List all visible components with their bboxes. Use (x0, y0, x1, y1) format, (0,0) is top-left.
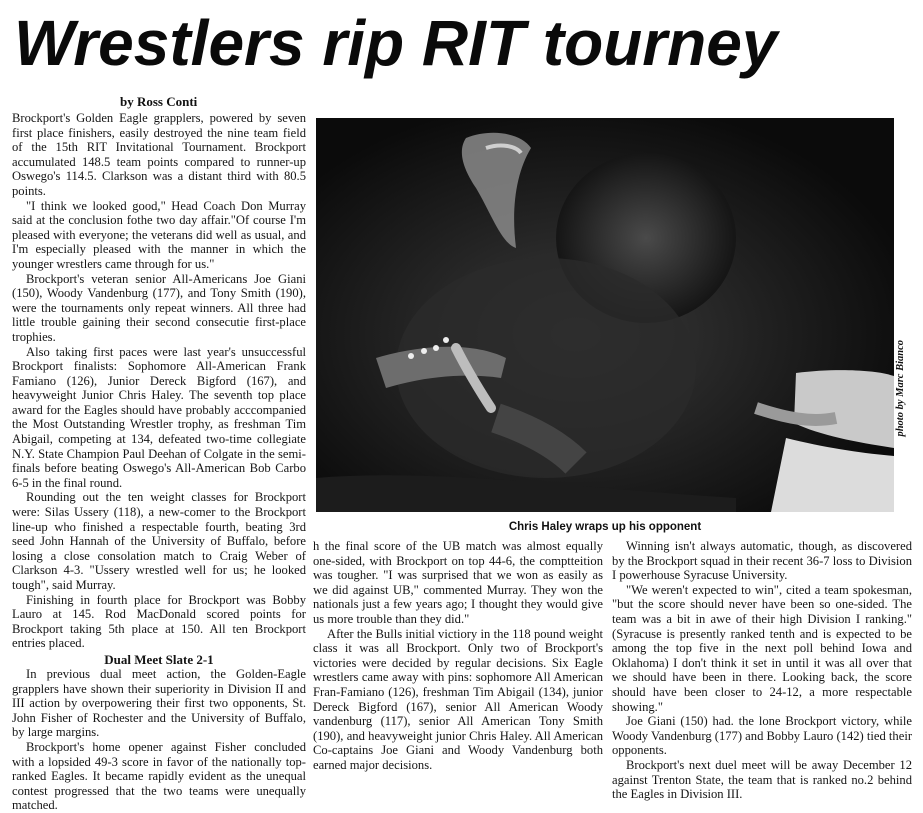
paragraph: Brockport's next duel meet will be away December 12 against Trenton State, the team that is ranked no.2 behind the Eagles in Division III. (612, 757, 912, 802)
paragraph: Winning isn't always automatic, though, as discovered by the Brockport squad in their recent 36-7 loss to Division I powerhouse Syracuse University. (612, 539, 912, 583)
paragraph: Joe Giani (150) had. the lone Brockport victory, while Woody Vandenburg (177) and Bobby Lauro (142) tied their opponents. (612, 714, 913, 758)
paragraph: Brockport's Golden Eagle grapplers, powered by seven first place finishers, easily destroyed the nine team field of the 15th RIT Invitational Tournament. Brockport accumulated 148.5 team points compared to runner-up Oswego's 114.5. Clarkson was a distant third with 80.5 points. (12, 111, 306, 198)
section-subhead: Dual Meet Slate 2-1 (104, 651, 214, 667)
paragraph: In previous dual meet action, the Golden-Eagle grapplers have shown their superiority in Division II and III action by overpowering their first two opponents, St. John Fisher of Rochester and the University of Buffalo, by large margins. (12, 666, 306, 740)
paragraph: Rounding out the ten weight classes for Brockport were: Silas Ussery (118), a new-comer to the Brockport line-up who finished a respectable fourth, beating 3rd seed John Hannah of the University of Buffalo, before losing a close consolation match to Craig Weber of Clarkson 4-3. "Ussery wrestled well for us; he looked tough", said Murray. (12, 490, 306, 592)
photo-illustration (316, 118, 894, 512)
paragraph: h the final score of the UB match was almost equally one-sided, with Brockport on top 44-6, the comptteition was tougher. "I was surprised that we won as easily as we did against UB," commented Murray. They won the nationals just a few years ago; I thought they would give us more trouble than they did." (313, 539, 603, 626)
paragraph: After the Bulls initial victiory in the 118 pound weight class it was all Brockport. Only two of Brockport's victories were decided by regular decisions. Six Eagle wrestlers came away with pins: sophomore All American Fran-Famiano (126), freshman Tim Abigail (134), junior Dereck Bigford (167), senior All American Woody vandenburg (117), senior All American Tony Smith (190), and heavyweight junior Chris Haley. All American Co-captains Joe Giani and Woody Vandenburg both earned major decisions. (313, 626, 603, 772)
article-column-3 (612, 539, 912, 802)
photo-credit-text: photo by Marc Bianco (895, 340, 906, 437)
paragraph: Brockport's home opener against Fisher concluded with a lopsided 49-3 score in favor of the nationally top-ranked Eagles. It became rapidly evident as the unequal contest progressed that the two teams were unequally matched. (12, 739, 306, 813)
paragraph: "I think we looked good," Head Coach Don Murray said at the conclusion fothe two day affair."Of course I'm pleased with everyone; the veterans did well as usual, and I'm especially pleased with the manner in which the younger wrestlers came through for us." (12, 198, 306, 271)
paragraph: "We weren't expected to win", cited a team spokesman, "but the score should never have been so one-sided. The team was a bit in awe of their high Division I ranking." (Syracuse is presently ranked tenth and is expected to be among the top five in the next poll behind Iowa and Oklahoma) I don't think it set in until it was all over that we should have been in there. Looking back, the score should have been closer to 24-12, a more respectable showing." (612, 582, 912, 714)
article-headline: Wrestlers rip RIT tourney (14, 7, 778, 79)
byline: by Ross Conti (120, 94, 198, 109)
photo-caption: Chris Haley wraps up his opponent (508, 521, 702, 533)
article-column-2 (313, 539, 603, 773)
photo-credit (894, 340, 910, 510)
article-column-1 (12, 111, 306, 813)
paragraph: Brockport's veteran senior All-Americans Joe Giani (150), Woody Vandenburg (177), and Tony Smith (190), were the tournaments only repeat winners. All three had little trouble gaining their second consecutie first-place trophies. (12, 271, 306, 344)
wrestling-photo (316, 118, 894, 512)
paragraph: Also taking first paces were last year's unsuccessful Brockport finalists: Sophomore All-American Frank Famiano (126), Junior Dereck Bigford (167), and heavyweight Junior Chris Haley. The seventh top place award for the Eagles should have probably acccompanied the Most Outstanding Wrestler trophy, as freshman Tim Abigail, competing at 134, defeated two-time collegiate N.Y. State Champion Paul Deehan of Colgate in the semi-finals before beating Oswego's All-American Bob Carbo 6-5 in the final round. (12, 344, 306, 490)
paragraph: Finishing in fourth place for Brockport was Bobby Lauro at 145. Rod MacDonald scored points for Brockport taking 5th place at 150. All ten Brockport entries placed. (12, 592, 306, 651)
